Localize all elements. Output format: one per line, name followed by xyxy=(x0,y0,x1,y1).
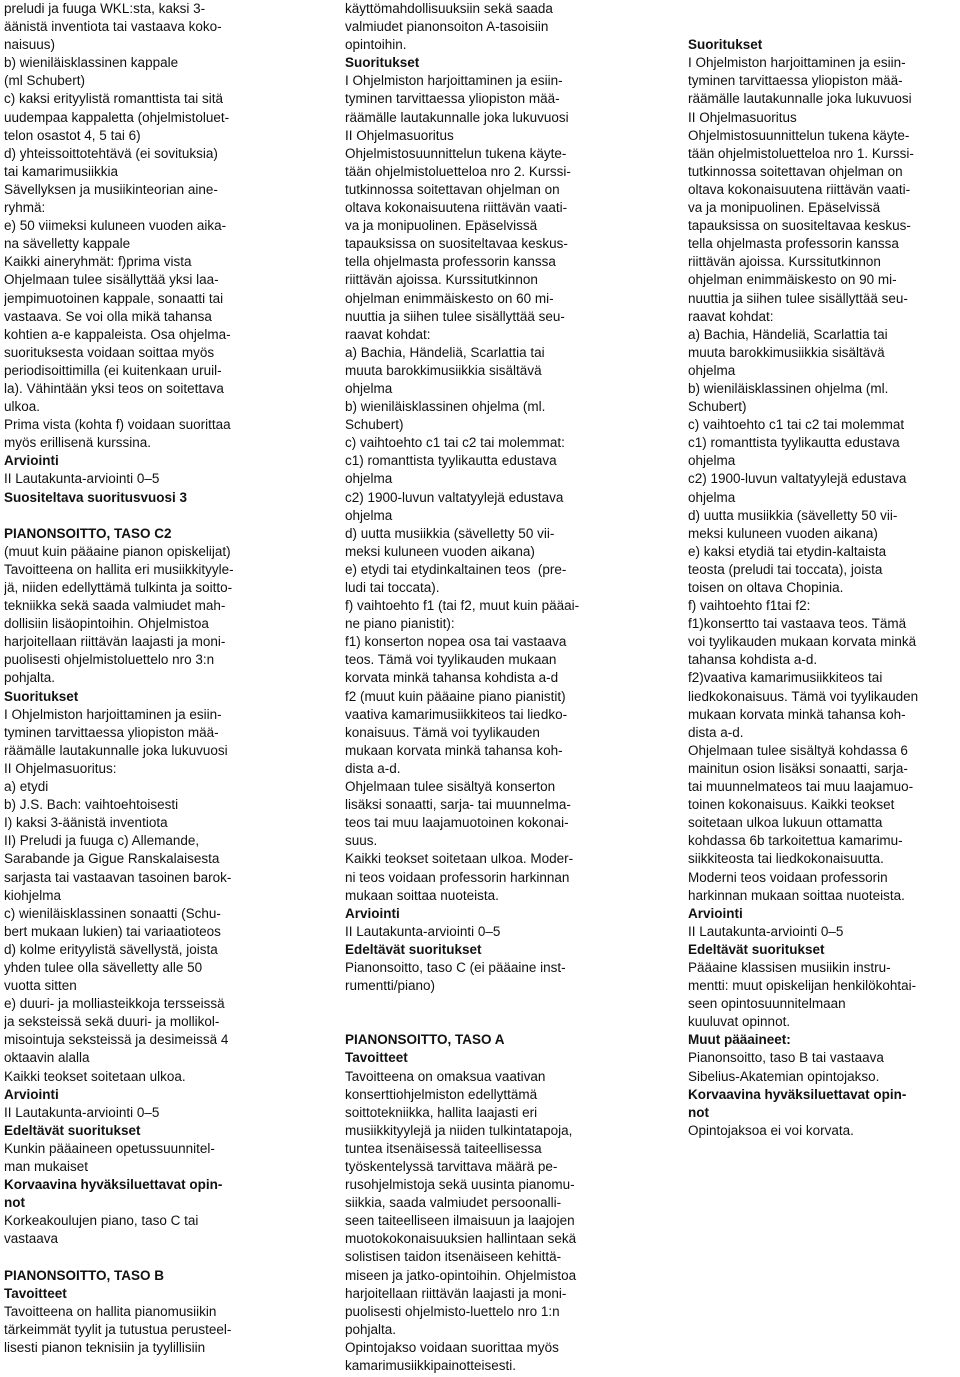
column-middle xyxy=(345,0,635,1375)
text-line: na sävelletty kappale xyxy=(4,236,131,252)
text-line: dollisiin lisäopintoihin. Ohjelmistoa xyxy=(4,616,209,632)
text-line: Tavoitteena on omaksua vaativan xyxy=(345,1068,546,1084)
text-line: Ohjelmistosuunnittelun tukena käyte- xyxy=(688,127,910,143)
heading-line: PIANONSOITTO, TASO A xyxy=(345,1032,505,1048)
text-line: II Ohjelmasuoritus: xyxy=(4,760,117,776)
text-line: kohtien a-e kappaleista. Osa ohjelma- xyxy=(4,326,231,342)
text-line: e) duuri- ja molliasteikkoja tersseissä xyxy=(4,996,225,1012)
heading-line: PIANONSOITTO, TASO C2 xyxy=(4,525,172,541)
text-line: b) wieniläisklassinen kappale xyxy=(4,55,179,71)
text-line: soittotekniikka, hallita laajasti eri xyxy=(345,1104,538,1120)
text-line: nuuttia ja siihen tulee sisällyttää seu- xyxy=(345,308,565,324)
text-line: tapauksissa on suositeltavaa keskus- xyxy=(345,236,568,252)
text-line: jempimuotoinen kappale, sonaatti tai xyxy=(4,290,224,306)
text-line: raavat kohdat: xyxy=(345,326,431,342)
text-line: ryhmä: xyxy=(4,200,46,216)
text-line: f1) konserton nopea osa tai vastaava xyxy=(345,634,567,650)
text-line: teos. Tämä voi tyylikauden mukaan xyxy=(345,652,557,668)
text-line: tärkeimmät tyylit ja tutustua perusteel- xyxy=(4,1321,232,1337)
text-line: Sibelius-Akatemian opintojakso. xyxy=(688,1068,880,1084)
text-line: e) kaksi etydiä tai etydin-kaltaista xyxy=(688,543,887,559)
blank-line xyxy=(345,995,635,1031)
text-line: f1)konsertto tai vastaava teos. Tämä xyxy=(688,616,907,632)
text-line: yhden tulee olla sävelletty alle 50 xyxy=(4,959,203,975)
text-line: e) etydi tai etydinkaltainen teos (pre- xyxy=(345,561,567,577)
text-line: d) yhteissoittotehtävä (ei sovituksia) xyxy=(4,145,218,161)
heading-line: Arviointi xyxy=(688,905,743,921)
text-line: kohdassa 6b tarkoitettua kamarimu- xyxy=(688,833,903,849)
text-line: konaisuus. Tämä voi tyylikauden xyxy=(345,724,540,740)
text-line: vastaava. Se voi olla mikä tahansa xyxy=(4,308,212,324)
text-line: seen opintosuunnitelmaan xyxy=(688,996,846,1012)
text-line: muuta barokkimusiikkia sisältävä xyxy=(345,362,542,378)
text-line: Kaikki teokset soitetaan ulkoa. Moder- xyxy=(345,851,574,867)
text-line: II Lautakunta-arviointi 0–5 xyxy=(688,923,844,939)
text-line: käyttömahdollisuuksiin sekä saada xyxy=(345,1,553,16)
text-line: c) wieniläisklassinen sonaatti (Schu- xyxy=(4,905,221,921)
text-line: Opintojaksoa ei voi korvata. xyxy=(688,1122,854,1138)
text-line: Prima vista (kohta f) voidaan suorittaa xyxy=(4,417,231,433)
text-line: tutkinnossa soitettavan ohjelman on xyxy=(345,181,560,197)
text-line: rusohjelmistoja sekä uusinta pianomu- xyxy=(345,1177,575,1193)
text-line: räämälle lautakunnalle joka lukuvuosi xyxy=(345,109,569,125)
text-line: suorituksesta voidaan soittaa myös xyxy=(4,344,215,360)
text-line: ni teos voidaan professorin harkinnan xyxy=(345,869,570,885)
text-line: rumentti/piano) xyxy=(345,978,436,994)
text-line: räämälle lautakunnalle joka lukuvuosi xyxy=(688,91,912,107)
heading-line: Tavoitteet xyxy=(4,1285,67,1301)
text-line: liedkokonaisuus. Tämä voi tyylikauden xyxy=(688,688,919,704)
text-line: tään ohjelmistoluetteloa nro 1. Kurssi- xyxy=(688,145,914,161)
text-line: c2) 1900-luvun valtatyylejä edustava xyxy=(345,489,564,505)
text-line: c1) romanttista tyylikautta edustava xyxy=(345,453,557,469)
heading-line: Suoritukset xyxy=(4,688,79,704)
text-line: c) vaihtoehto c1 tai c2 tai molemmat xyxy=(688,417,905,433)
text-line: meksi kuluneen vuoden aikana) xyxy=(345,543,535,559)
text-line: tutkinnossa soitettavan ohjelman on xyxy=(688,163,903,179)
text-line: räämälle lautakunnalle joka lukuvuosi xyxy=(4,742,228,758)
text-line: teos tai muu laajamuotoinen kokonai- xyxy=(345,815,569,831)
text-line: I Ohjelmiston harjoittaminen ja esiin- xyxy=(345,73,563,89)
text-line: ohjelma xyxy=(688,362,736,378)
text-line: f2)vaativa kamarimusiikkiteos tai xyxy=(688,670,883,686)
text-line: b) wieniläisklassinen ohjelma (ml. xyxy=(345,399,546,415)
text-line: e) 50 viimeksi kuluneen vuoden aika- xyxy=(4,218,227,234)
text-line: II Lautakunta-arviointi 0–5 xyxy=(345,923,501,939)
text-line: Schubert) xyxy=(345,417,404,433)
column-right xyxy=(688,0,956,1140)
text-line: tella ohjelmasta professorin kanssa xyxy=(688,236,899,252)
text-line: Pianonsoitto, taso B tai vastaava xyxy=(688,1050,884,1066)
text-line: tapauksissa on suositeltavaa keskus- xyxy=(688,218,911,234)
text-line: toinen kokonaisuus. Kaikki teokset xyxy=(688,797,895,813)
text-line: ohjelma xyxy=(345,471,393,487)
text-line: ohjelma xyxy=(345,380,393,396)
text-line: tyminen tarvittaessa yliopiston mää- xyxy=(4,724,219,740)
text-line: c1) romanttista tyylikautta edustava xyxy=(688,435,900,451)
heading-line: not xyxy=(688,1104,709,1120)
text-line: mentti: muut opiskelijan henkilökohtai- xyxy=(688,978,917,994)
text-line: siikkia, saada valmiudet persoonalli- xyxy=(345,1195,562,1211)
text-line: mukaan korvata minkä tahansa koh- xyxy=(345,742,563,758)
heading-line: Suoritukset xyxy=(688,37,763,53)
text-line: f) vaihtoehto f1tai f2: xyxy=(688,598,811,614)
blank-line xyxy=(4,1248,294,1266)
text-line: tai muunnelmateos tai muu laajamuo- xyxy=(688,779,914,795)
text-line: Kaikki aineryhmät: f)prima vista xyxy=(4,254,192,270)
text-line: Ohjelmistosuunnittelun tukena käyte- xyxy=(345,145,567,161)
text-line: miseen ja jatko-opintoihin. Ohjelmistoa xyxy=(345,1267,577,1283)
text-line: siikkiteosta tai liedkokonaisuutta. xyxy=(688,851,884,867)
text-line: suus. xyxy=(345,833,378,849)
text-line: b) wieniläisklassinen ohjelma (ml. xyxy=(688,380,889,396)
text-line: f) vaihtoehto f1 (tai f2, muut kuin pääai- xyxy=(345,598,580,614)
text-line: valmiudet pianonsoiton A-tasoisiin xyxy=(345,19,549,35)
text-line: ohjelman enimmäiskesto on 90 mi- xyxy=(688,272,897,288)
heading-line: Arviointi xyxy=(345,905,400,921)
text-line: c) vaihtoehto c1 tai c2 tai molemmat: xyxy=(345,435,565,451)
text-line: myös erillisenä kurssina. xyxy=(4,435,152,451)
text-line: d) uutta musiikkia (sävelletty 50 vii- xyxy=(688,507,898,523)
text-line: puolisesti ohjelmistoluettelo nro 3:n xyxy=(4,652,215,668)
text-line: ja seksteissä sekä duuri- ja mollikol- xyxy=(4,1014,220,1030)
text-line: riittävän ajoissa. Kurssitutkinnon xyxy=(688,254,881,270)
text-line: Pianonsoitto, taso C (ei pääaine inst- xyxy=(345,959,566,975)
heading-line: Edeltävät suoritukset xyxy=(688,941,825,957)
text-line: tahansa kohdista a-d. xyxy=(688,652,818,668)
text-line: Pääaine klassisen musiikin instru- xyxy=(688,959,891,975)
text-line: seen taiteelliseen ilmaisuun ja laajojen xyxy=(345,1213,575,1229)
text-line: ohjelman enimmäiskesto on 60 mi- xyxy=(345,290,554,306)
text-line: puolisesti ohjelmisto-luettelo nro 1:n xyxy=(345,1303,560,1319)
text-line: la). Vähintään yksi teos on soitettava xyxy=(4,380,224,396)
text-line: Kaikki teokset soitetaan ulkoa. xyxy=(4,1068,186,1084)
text-line: pohjalta. xyxy=(4,670,56,686)
text-line: a) Bachia, Händeliä, Scarlattia tai xyxy=(688,326,888,342)
heading-line: Suositeltava suoritusvuosi 3 xyxy=(4,489,188,505)
text-line: va ja monipuolinen. Epäselvissä xyxy=(688,200,881,216)
text-line: mukaan soittaa nuoteista. xyxy=(345,887,499,903)
text-line: preludi ja fuuga WKL:sta, kaksi 3- xyxy=(4,1,206,16)
text-line: d) kolme erityylistä sävellystä, joista xyxy=(4,941,218,957)
text-line: ulkoa. xyxy=(4,399,41,415)
text-line: teosta (preludi tai toccata), joista xyxy=(688,561,883,577)
heading-line: Suoritukset xyxy=(345,55,420,71)
text-line: periodisoittimilla (ei kuitenkaan uruil- xyxy=(4,362,222,378)
text-line: harjoitellaan riittävän laajasti ja moni- xyxy=(4,634,226,650)
text-line: bert mukaan lukien) tai variaatioteos xyxy=(4,923,221,939)
blank-line xyxy=(4,507,294,525)
text-line: tai kamarimusiikkia xyxy=(4,163,119,179)
text-line: tyminen tarvittaessa yliopiston mää- xyxy=(345,91,560,107)
text-line: II Lautakunta-arviointi 0–5 xyxy=(4,1104,160,1120)
text-line: Korkeakoulujen piano, taso C tai xyxy=(4,1213,199,1229)
blank-line xyxy=(688,0,956,18)
text-line: I) kaksi 3-äänistä inventiota xyxy=(4,815,168,831)
text-line: ohjelma xyxy=(688,453,736,469)
text-line: misointuja seksteissä ja desimeissä 4 xyxy=(4,1032,229,1048)
text-line: tella ohjelmasta professorin kanssa xyxy=(345,254,556,270)
text-line: jä, niiden edellyttämä tulkinta ja soitto- xyxy=(4,580,233,595)
text-line: a) Bachia, Händeliä, Scarlattia tai xyxy=(345,344,545,360)
text-line: vastaava xyxy=(4,1231,59,1247)
text-line: tekniikka sekä saada valmiudet mah- xyxy=(4,598,226,614)
text-line: konserttiohjelmiston edellyttämä xyxy=(345,1086,538,1102)
text-line: kuuluvat opinnot. xyxy=(688,1014,791,1030)
heading-line: Muut pääaineet: xyxy=(688,1032,791,1048)
text-line: toisen on oltava Chopinia. xyxy=(688,580,844,595)
text-line: Opintojakso voidaan suorittaa myös xyxy=(345,1339,559,1355)
text-line: muotokokonaisuuksien hallintaan sekä xyxy=(345,1231,577,1247)
text-line: työskentelyssä tarvittava määrä pe- xyxy=(345,1159,558,1174)
text-line: c2) 1900-luvun valtatyylejä edustava xyxy=(688,471,907,487)
text-line: I Ohjelmiston harjoittaminen ja esiin- xyxy=(4,706,222,722)
text-line: a) etydi xyxy=(4,779,49,795)
text-line: d) uutta musiikkia (sävelletty 50 vii- xyxy=(345,525,555,541)
text-line: mukaan korvata minkä tahansa koh- xyxy=(688,706,906,722)
heading-line: not xyxy=(4,1195,25,1211)
text-line: Kunkin pääaineen opetussuunnitel- xyxy=(4,1140,215,1156)
text-line: va ja monipuolinen. Epäselvissä xyxy=(345,218,538,234)
text-line: harjoitellaan riittävän laajasti ja moni- xyxy=(345,1285,567,1301)
text-line: kamarimusiikkipainotteisesti. xyxy=(345,1358,517,1374)
text-line: tyminen tarvittaessa yliopiston mää- xyxy=(688,73,903,89)
text-line: dista a-d. xyxy=(345,760,401,776)
text-line: Ohjelmaan tulee sisällyttää yksi laa- xyxy=(4,272,219,288)
text-line: b) J.S. Bach: vaihtoehtoisesti xyxy=(4,797,179,813)
column-left xyxy=(4,0,294,1357)
heading-line: Arviointi xyxy=(4,453,59,469)
heading-line: Edeltävät suoritukset xyxy=(345,941,482,957)
heading-line: Edeltävät suoritukset xyxy=(4,1122,141,1138)
text-line: Schubert) xyxy=(688,399,747,415)
text-line: II Lautakunta-arviointi 0–5 xyxy=(4,471,160,487)
text-line: ne piano pianistit): xyxy=(345,616,455,632)
text-line: naisuus) xyxy=(4,37,56,53)
blank-line xyxy=(688,18,956,36)
text-line: uudempaa kappaletta (ohjelmistoluet- xyxy=(4,109,230,125)
text-line: man mukaiset xyxy=(4,1159,89,1174)
text-line: tään ohjelmistoluetteloa nro 2. Kurssi- xyxy=(345,163,571,179)
text-line: Sarabande ja Gigue Ranskalaisesta xyxy=(4,851,220,867)
text-line: soitetaan ulkoa lukuun ottamatta xyxy=(688,815,883,831)
text-line: oltava kokonaisuutena riittävän vaati- xyxy=(345,200,568,216)
text-line: I Ohjelmiston harjoittaminen ja esiin- xyxy=(688,55,906,71)
text-line: Moderni teos voidaan professorin xyxy=(688,869,888,885)
text-line: vuotta sitten xyxy=(4,978,77,994)
text-line: raavat kohdat: xyxy=(688,308,774,324)
text-line: voi tyylikauden mukaan korvata minkä xyxy=(688,634,917,650)
text-line: Ohjelmaan tulee sisältyä konserton xyxy=(345,779,556,795)
text-line: pohjalta. xyxy=(345,1321,397,1337)
text-line: korvata minkä tahansa kohdista a-d xyxy=(345,670,559,686)
text-line: (ml Schubert) xyxy=(4,73,86,89)
text-line: telon osastot 4, 5 tai 6) xyxy=(4,127,141,143)
text-line: oltava kokonaisuutena riittävän vaati- xyxy=(688,181,911,197)
heading-line: PIANONSOITTO, TASO B xyxy=(4,1267,165,1283)
text-line: musiikkityylejä ja niiden tulkintatapoja, xyxy=(345,1122,573,1138)
text-line: ludi tai toccata). xyxy=(345,580,440,595)
text-line: nuuttia ja siihen tulee sisällyttää seu- xyxy=(688,290,908,306)
text-line: kiohjelma xyxy=(4,887,62,903)
text-line: II Ohjelmasuoritus xyxy=(345,127,454,143)
text-line: oktaavin alalla xyxy=(4,1050,90,1066)
text-line: ohjelma xyxy=(688,489,736,505)
heading-line: Tavoitteet xyxy=(345,1050,408,1066)
text-line: meksi kuluneen vuoden aikana) xyxy=(688,525,878,541)
text-line: opintoihin. xyxy=(345,37,407,53)
text-line: f2 (muut kuin pääaine piano pianistit) xyxy=(345,688,566,704)
text-line: lisesti pianon teknisiin ja tyylillisiin xyxy=(4,1339,206,1355)
text-line: vaativa kamarimusiikkiteos tai liedko- xyxy=(345,706,568,722)
text-line: sarjasta tai vastaavan tasoinen barok- xyxy=(4,869,232,885)
text-line: Sävellyksen ja musiikinteorian aine- xyxy=(4,181,218,197)
text-line: dista a-d. xyxy=(688,724,744,740)
text-line: c) kaksi erityylistä romanttista tai sitä xyxy=(4,91,224,107)
text-line: solistisen taidon itsenäiseen kehittä- xyxy=(345,1249,562,1265)
text-line: II Ohjelmasuoritus xyxy=(688,109,797,125)
text-line: Tavoitteena on hallita pianomusiikin xyxy=(4,1303,217,1319)
text-line: tuntea itsenäisessä taiteellisessa xyxy=(345,1140,542,1156)
text-line: muuta barokkimusiikkia sisältävä xyxy=(688,344,885,360)
text-line: mainitun osion lisäksi sonaatti, sarja- xyxy=(688,760,908,776)
heading-line: Korvaavina hyväksiluettavat opin- xyxy=(4,1177,223,1193)
text-line: Tavoitteena on hallita eri musiikkityyle- xyxy=(4,561,234,577)
text-line: II) Preludi ja fuuga c) Allemande, xyxy=(4,833,200,849)
text-line: harkinnan mukaan soittaa nuoteista. xyxy=(688,887,905,903)
text-line: äänistä inventiota tai vastaava koko- xyxy=(4,19,222,35)
text-line: (muut kuin pääaine pianon opiskelijat) xyxy=(4,543,231,559)
text-line: riittävän ajoissa. Kurssitutkinnon xyxy=(345,272,538,288)
text-line: ohjelma xyxy=(345,507,393,523)
text-line: lisäksi sonaatti, sarja- tai muunnelma- xyxy=(345,797,571,813)
text-line: Ohjelmaan tulee sisältyä kohdassa 6 xyxy=(688,742,908,758)
heading-line: Arviointi xyxy=(4,1086,59,1102)
heading-line: Korvaavina hyväksiluettavat opin- xyxy=(688,1086,907,1102)
